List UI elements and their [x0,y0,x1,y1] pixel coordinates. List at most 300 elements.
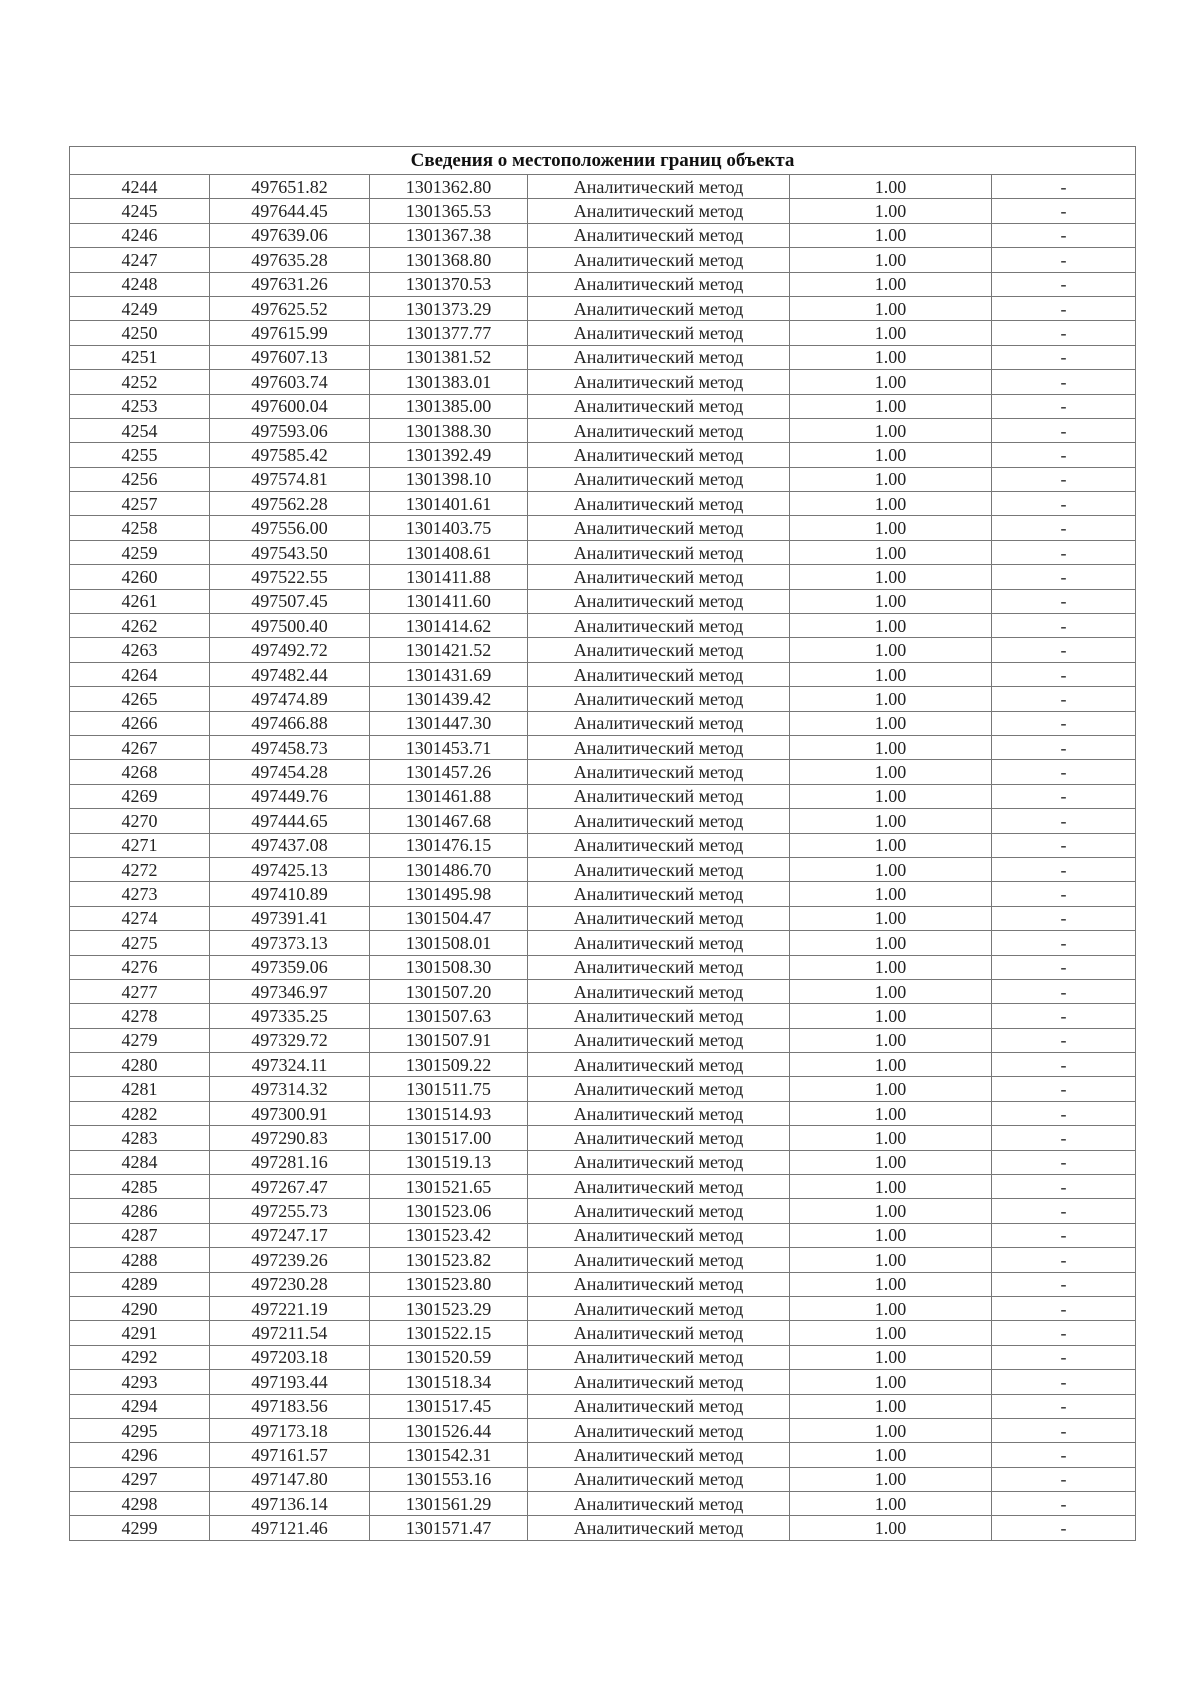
cell-description: - [992,345,1136,369]
table-row [70,1126,1136,1150]
cell-coord-x: 497474.89 [210,687,370,711]
cell-description: - [992,1443,1136,1467]
cell-point-number: 4267 [70,735,210,759]
cell-method: Аналитический метод [528,906,790,930]
cell-accuracy: 1.00 [790,1296,992,1320]
cell-description: - [992,443,1136,467]
table-row [70,1077,1136,1101]
cell-point-number: 4270 [70,809,210,833]
cell-coord-y: 1301388.30 [370,418,528,442]
cell-description: - [992,565,1136,589]
cell-point-number: 4276 [70,955,210,979]
cell-method: Аналитический метод [528,760,790,784]
table-row [70,467,1136,491]
cell-method: Аналитический метод [528,1370,790,1394]
cell-method: Аналитический метод [528,296,790,320]
cell-method: Аналитический метод [528,1199,790,1223]
table-row [70,296,1136,320]
cell-description: - [992,1199,1136,1223]
cell-coord-x: 497437.08 [210,833,370,857]
table-row [70,1370,1136,1394]
cell-method: Аналитический метод [528,1126,790,1150]
cell-point-number: 4278 [70,1004,210,1028]
cell-accuracy: 1.00 [790,492,992,516]
cell-description: - [992,1223,1136,1247]
cell-point-number: 4248 [70,272,210,296]
cell-accuracy: 1.00 [790,614,992,638]
table-row [70,784,1136,808]
cell-coord-y: 1301421.52 [370,638,528,662]
cell-point-number: 4284 [70,1150,210,1174]
cell-description: - [992,882,1136,906]
cell-point-number: 4275 [70,931,210,955]
cell-point-number: 4285 [70,1175,210,1199]
cell-coord-y: 1301457.26 [370,760,528,784]
cell-coord-x: 497507.45 [210,589,370,613]
cell-accuracy: 1.00 [790,223,992,247]
cell-point-number: 4292 [70,1345,210,1369]
cell-description: - [992,370,1136,394]
cell-coord-x: 497173.18 [210,1418,370,1442]
cell-accuracy: 1.00 [790,321,992,345]
table-row [70,735,1136,759]
cell-point-number: 4246 [70,223,210,247]
table-row [70,614,1136,638]
cell-point-number: 4249 [70,296,210,320]
cell-coord-y: 1301522.15 [370,1321,528,1345]
cell-coord-y: 1301373.29 [370,296,528,320]
cell-method: Аналитический метод [528,1004,790,1028]
cell-description: - [992,394,1136,418]
cell-point-number: 4264 [70,662,210,686]
cell-accuracy: 1.00 [790,1370,992,1394]
cell-accuracy: 1.00 [790,418,992,442]
cell-point-number: 4296 [70,1443,210,1467]
cell-accuracy: 1.00 [790,1516,992,1540]
cell-point-number: 4265 [70,687,210,711]
cell-accuracy: 1.00 [790,857,992,881]
cell-accuracy: 1.00 [790,735,992,759]
cell-point-number: 4257 [70,492,210,516]
table-row [70,1467,1136,1491]
cell-point-number: 4261 [70,589,210,613]
table-row [70,589,1136,613]
table-row [70,1223,1136,1247]
table-row [70,1004,1136,1028]
cell-accuracy: 1.00 [790,1418,992,1442]
cell-coord-x: 497492.72 [210,638,370,662]
cell-description: - [992,1370,1136,1394]
cell-coord-y: 1301486.70 [370,857,528,881]
cell-coord-x: 497543.50 [210,540,370,564]
cell-coord-y: 1301408.61 [370,540,528,564]
cell-description: - [992,1418,1136,1442]
cell-accuracy: 1.00 [790,1175,992,1199]
table-row [70,516,1136,540]
cell-accuracy: 1.00 [790,467,992,491]
cell-coord-y: 1301439.42 [370,687,528,711]
table-row [70,1492,1136,1516]
cell-accuracy: 1.00 [790,1199,992,1223]
cell-accuracy: 1.00 [790,784,992,808]
cell-description: - [992,321,1136,345]
cell-accuracy: 1.00 [790,589,992,613]
cell-coord-y: 1301414.62 [370,614,528,638]
cell-method: Аналитический метод [528,809,790,833]
table-row [70,1272,1136,1296]
table-row [70,1418,1136,1442]
cell-coord-y: 1301504.47 [370,906,528,930]
cell-point-number: 4252 [70,370,210,394]
cell-description: - [992,589,1136,613]
cell-method: Аналитический метод [528,1077,790,1101]
cell-method: Аналитический метод [528,370,790,394]
table-row [70,809,1136,833]
cell-method: Аналитический метод [528,1418,790,1442]
cell-description: - [992,760,1136,784]
cell-coord-x: 497221.19 [210,1296,370,1320]
cell-accuracy: 1.00 [790,540,992,564]
cell-method: Аналитический метод [528,175,790,199]
cell-accuracy: 1.00 [790,370,992,394]
cell-accuracy: 1.00 [790,1272,992,1296]
cell-point-number: 4295 [70,1418,210,1442]
cell-accuracy: 1.00 [790,979,992,1003]
cell-coord-y: 1301362.80 [370,175,528,199]
cell-point-number: 4263 [70,638,210,662]
cell-description: - [992,1175,1136,1199]
cell-coord-y: 1301523.80 [370,1272,528,1296]
cell-accuracy: 1.00 [790,931,992,955]
cell-coord-x: 497603.74 [210,370,370,394]
cell-point-number: 4255 [70,443,210,467]
cell-description: - [992,1077,1136,1101]
cell-coord-x: 497556.00 [210,516,370,540]
table-row [70,1199,1136,1223]
cell-coord-x: 497449.76 [210,784,370,808]
cell-coord-y: 1301542.31 [370,1443,528,1467]
cell-coord-y: 1301553.16 [370,1467,528,1491]
cell-point-number: 4297 [70,1467,210,1491]
cell-accuracy: 1.00 [790,1321,992,1345]
cell-method: Аналитический метод [528,516,790,540]
cell-accuracy: 1.00 [790,1053,992,1077]
table-row [70,345,1136,369]
cell-coord-y: 1301520.59 [370,1345,528,1369]
table-row [70,1248,1136,1272]
cell-coord-x: 497193.44 [210,1370,370,1394]
cell-method: Аналитический метод [528,248,790,272]
cell-accuracy: 1.00 [790,1443,992,1467]
cell-accuracy: 1.00 [790,1004,992,1028]
cell-coord-y: 1301431.69 [370,662,528,686]
table-row [70,1028,1136,1052]
cell-point-number: 4291 [70,1321,210,1345]
table-row [70,1101,1136,1125]
table-row [70,1345,1136,1369]
cell-accuracy: 1.00 [790,638,992,662]
cell-coord-x: 497136.14 [210,1492,370,1516]
table-row [70,418,1136,442]
cell-description: - [992,662,1136,686]
cell-point-number: 4272 [70,857,210,881]
document-sheet [69,146,1135,1541]
cell-method: Аналитический метод [528,394,790,418]
cell-accuracy: 1.00 [790,833,992,857]
cell-description: - [992,1053,1136,1077]
cell-method: Аналитический метод [528,882,790,906]
cell-coord-y: 1301511.75 [370,1077,528,1101]
cell-accuracy: 1.00 [790,687,992,711]
cell-coord-y: 1301370.53 [370,272,528,296]
cell-coord-y: 1301561.29 [370,1492,528,1516]
cell-coord-y: 1301392.49 [370,443,528,467]
cell-accuracy: 1.00 [790,906,992,930]
cell-point-number: 4256 [70,467,210,491]
cell-coord-x: 497290.83 [210,1126,370,1150]
cell-description: - [992,979,1136,1003]
cell-accuracy: 1.00 [790,565,992,589]
cell-description: - [992,1248,1136,1272]
cell-coord-y: 1301411.88 [370,565,528,589]
cell-coord-x: 497651.82 [210,175,370,199]
cell-description: - [992,906,1136,930]
cell-accuracy: 1.00 [790,272,992,296]
cell-description: - [992,223,1136,247]
table-row [70,370,1136,394]
cell-description: - [992,857,1136,881]
cell-method: Аналитический метод [528,1028,790,1052]
cell-point-number: 4294 [70,1394,210,1418]
cell-method: Аналитический метод [528,931,790,955]
cell-coord-x: 497500.40 [210,614,370,638]
cell-coord-x: 497300.91 [210,1101,370,1125]
cell-accuracy: 1.00 [790,199,992,223]
table-row [70,955,1136,979]
cell-point-number: 4251 [70,345,210,369]
cell-method: Аналитический метод [528,784,790,808]
cell-method: Аналитический метод [528,1345,790,1369]
table-row [70,931,1136,955]
cell-point-number: 4244 [70,175,210,199]
cell-point-number: 4258 [70,516,210,540]
cell-method: Аналитический метод [528,492,790,516]
cell-description: - [992,809,1136,833]
table-row [70,833,1136,857]
cell-point-number: 4288 [70,1248,210,1272]
cell-coord-y: 1301508.30 [370,955,528,979]
cell-coord-y: 1301383.01 [370,370,528,394]
cell-accuracy: 1.00 [790,1345,992,1369]
table-row [70,1053,1136,1077]
cell-coord-y: 1301514.93 [370,1101,528,1125]
cell-coord-y: 1301447.30 [370,711,528,735]
cell-coord-x: 497359.06 [210,955,370,979]
cell-point-number: 4253 [70,394,210,418]
cell-description: - [992,1028,1136,1052]
cell-coord-y: 1301521.65 [370,1175,528,1199]
cell-accuracy: 1.00 [790,1126,992,1150]
table-row [70,857,1136,881]
cell-method: Аналитический метод [528,1467,790,1491]
cell-coord-y: 1301523.42 [370,1223,528,1247]
cell-coord-y: 1301381.52 [370,345,528,369]
table-row [70,248,1136,272]
table-row [70,394,1136,418]
cell-accuracy: 1.00 [790,1028,992,1052]
cell-coord-x: 497281.16 [210,1150,370,1174]
cell-coord-y: 1301411.60 [370,589,528,613]
cell-coord-x: 497466.88 [210,711,370,735]
cell-method: Аналитический метод [528,1248,790,1272]
cell-description: - [992,711,1136,735]
cell-coord-x: 497267.47 [210,1175,370,1199]
cell-description: - [992,1272,1136,1296]
cell-accuracy: 1.00 [790,1077,992,1101]
cell-method: Аналитический метод [528,443,790,467]
table-row [70,565,1136,589]
cell-point-number: 4273 [70,882,210,906]
table-row [70,979,1136,1003]
cell-description: - [992,1394,1136,1418]
cell-accuracy: 1.00 [790,662,992,686]
cell-point-number: 4268 [70,760,210,784]
cell-point-number: 4245 [70,199,210,223]
cell-coord-y: 1301509.22 [370,1053,528,1077]
cell-coord-x: 497635.28 [210,248,370,272]
cell-coord-x: 497444.65 [210,809,370,833]
cell-coord-x: 497639.06 [210,223,370,247]
cell-description: - [992,687,1136,711]
cell-method: Аналитический метод [528,979,790,1003]
cell-description: - [992,1101,1136,1125]
cell-coord-x: 497346.97 [210,979,370,1003]
cell-coord-x: 497607.13 [210,345,370,369]
cell-coord-x: 497324.11 [210,1053,370,1077]
table-row [70,662,1136,686]
cell-coord-x: 497644.45 [210,199,370,223]
cell-coord-x: 497121.46 [210,1516,370,1540]
cell-description: - [992,1467,1136,1491]
cell-method: Аналитический метод [528,687,790,711]
cell-description: - [992,492,1136,516]
cell-point-number: 4250 [70,321,210,345]
table-row [70,711,1136,735]
table-row [70,1175,1136,1199]
cell-method: Аналитический метод [528,345,790,369]
cell-description: - [992,955,1136,979]
cell-point-number: 4280 [70,1053,210,1077]
cell-point-number: 4247 [70,248,210,272]
cell-description: - [992,1345,1136,1369]
cell-description: - [992,296,1136,320]
cell-coord-x: 497203.18 [210,1345,370,1369]
cell-coord-x: 497373.13 [210,931,370,955]
cell-description: - [992,1321,1136,1345]
cell-point-number: 4260 [70,565,210,589]
cell-coord-x: 497314.32 [210,1077,370,1101]
table-row [70,199,1136,223]
cell-accuracy: 1.00 [790,345,992,369]
cell-coord-x: 497211.54 [210,1321,370,1345]
cell-method: Аналитический метод [528,589,790,613]
cell-point-number: 4274 [70,906,210,930]
cell-description: - [992,516,1136,540]
cell-coord-y: 1301368.80 [370,248,528,272]
cell-point-number: 4269 [70,784,210,808]
cell-coord-x: 497585.42 [210,443,370,467]
cell-coord-x: 497625.52 [210,296,370,320]
cell-method: Аналитический метод [528,1321,790,1345]
cell-coord-x: 497600.04 [210,394,370,418]
table-row [70,443,1136,467]
cell-accuracy: 1.00 [790,1223,992,1247]
cell-accuracy: 1.00 [790,248,992,272]
cell-description: - [992,638,1136,662]
table-row [70,1321,1136,1345]
cell-coord-y: 1301401.61 [370,492,528,516]
cell-method: Аналитический метод [528,418,790,442]
cell-coord-y: 1301508.01 [370,931,528,955]
cell-accuracy: 1.00 [790,760,992,784]
cell-coord-y: 1301517.00 [370,1126,528,1150]
cell-coord-y: 1301519.13 [370,1150,528,1174]
table-row [70,1394,1136,1418]
cell-coord-y: 1301367.38 [370,223,528,247]
cell-description: - [992,1516,1136,1540]
cell-coord-x: 497574.81 [210,467,370,491]
cell-point-number: 4262 [70,614,210,638]
cell-point-number: 4271 [70,833,210,857]
cell-method: Аналитический метод [528,1053,790,1077]
table-title: Сведения о местоположении границ объекта [70,147,1136,175]
cell-coord-x: 497239.26 [210,1248,370,1272]
cell-method: Аналитический метод [528,1150,790,1174]
cell-coord-y: 1301526.44 [370,1418,528,1442]
cell-method: Аналитический метод [528,735,790,759]
table-body [70,175,1136,1541]
cell-point-number: 4283 [70,1126,210,1150]
cell-accuracy: 1.00 [790,711,992,735]
cell-description: - [992,1150,1136,1174]
cell-coord-x: 497391.41 [210,906,370,930]
cell-coord-x: 497147.80 [210,1467,370,1491]
cell-method: Аналитический метод [528,272,790,296]
table-row [70,1443,1136,1467]
cell-method: Аналитический метод [528,1272,790,1296]
cell-method: Аналитический метод [528,1492,790,1516]
cell-method: Аналитический метод [528,1516,790,1540]
cell-method: Аналитический метод [528,833,790,857]
table-row [70,223,1136,247]
cell-coord-y: 1301461.88 [370,784,528,808]
cell-point-number: 4286 [70,1199,210,1223]
cell-method: Аналитический метод [528,540,790,564]
cell-description: - [992,1492,1136,1516]
table-row [70,321,1136,345]
cell-accuracy: 1.00 [790,394,992,418]
table-row [70,540,1136,564]
cell-accuracy: 1.00 [790,1248,992,1272]
cell-point-number: 4259 [70,540,210,564]
cell-point-number: 4287 [70,1223,210,1247]
cell-coord-y: 1301571.47 [370,1516,528,1540]
cell-point-number: 4289 [70,1272,210,1296]
cell-coord-y: 1301476.15 [370,833,528,857]
cell-accuracy: 1.00 [790,1467,992,1491]
cell-method: Аналитический метод [528,857,790,881]
cell-description: - [992,540,1136,564]
